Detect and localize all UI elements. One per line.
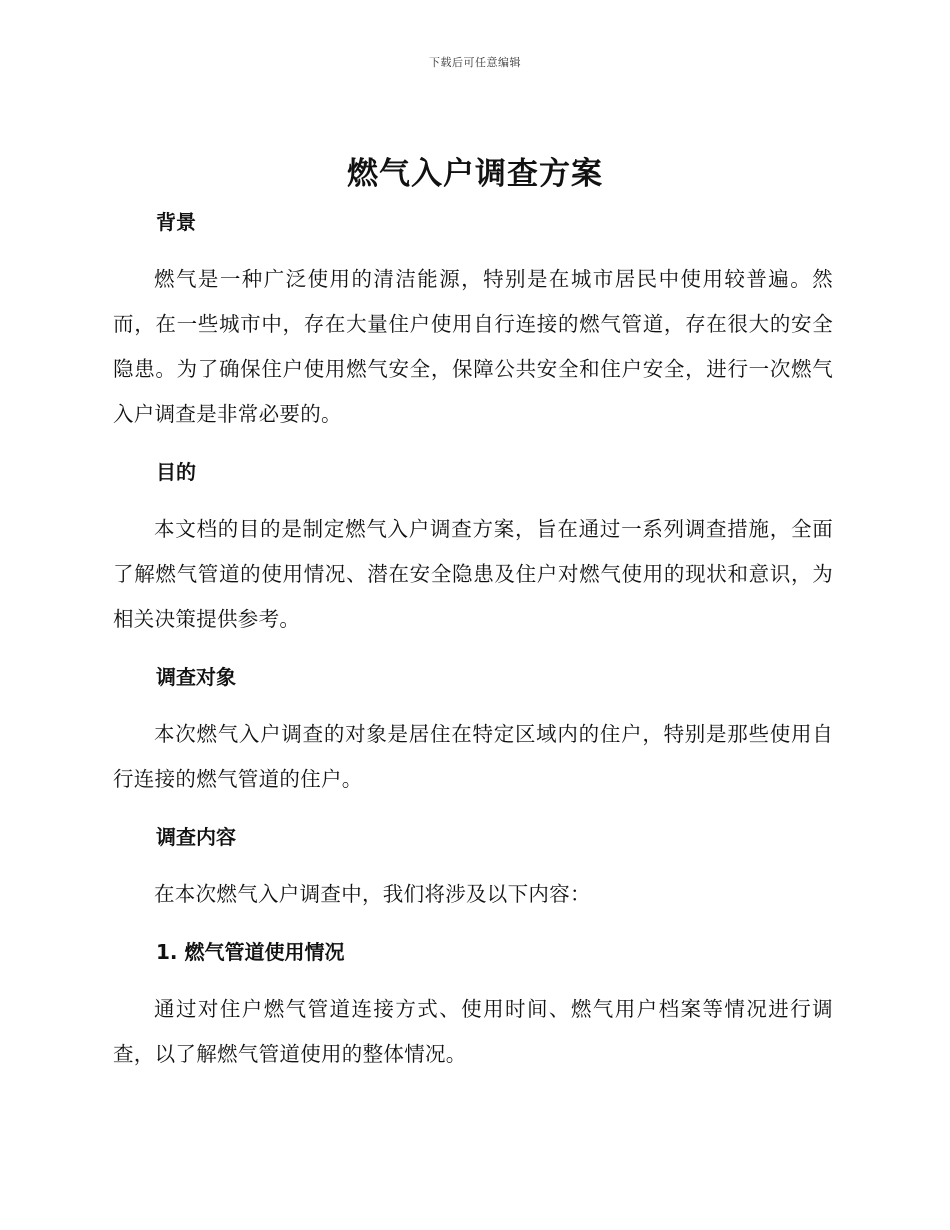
section-heading: 调查内容	[156, 825, 236, 849]
page-header-note: 下载后可任意编辑	[429, 56, 521, 69]
document-body	[113, 200, 833, 1077]
section-background	[113, 200, 833, 450]
section-pipeline-usage	[113, 930, 833, 1077]
document-title: 燃气入户调查方案	[347, 156, 603, 192]
section-paragraph: 在本次燃气入户调查中，我们将涉及以下内容：	[154, 882, 591, 906]
section-heading: 1. 燃气管道使用情况	[156, 940, 345, 964]
section-survey-target	[113, 655, 833, 815]
section-purpose	[113, 450, 833, 655]
section-heading: 背景	[156, 210, 196, 234]
section-survey-content	[113, 815, 833, 930]
section-paragraph: 燃气是一种广泛使用的清洁能源，特别是在城市居民中使用较普遍。然而，在一些城市中，存在大量住户使用自行连接的燃气管道，存在很大的安全隐患。为了确保住户使用燃气安全，保障公共安全和住户安全，进行一次燃气入户调查是非常必要的。	[113, 267, 833, 426]
section-paragraph: 通过对住户燃气管道连接方式、使用时间、燃气用户档案等情况进行调查，以了解燃气管道使用的整体情况。	[113, 997, 833, 1066]
section-heading: 调查对象	[156, 665, 236, 689]
section-heading: 目的	[156, 460, 196, 484]
section-paragraph: 本次燃气入户调查的对象是居住在特定区域内的住户，特别是那些使用自行连接的燃气管道的住户。	[113, 722, 833, 791]
section-paragraph: 本文档的目的是制定燃气入户调查方案，旨在通过一系列调查措施，全面了解燃气管道的使用情况、潜在安全隐患及住户对燃气使用的现状和意识，为相关决策提供参考。	[113, 517, 833, 631]
